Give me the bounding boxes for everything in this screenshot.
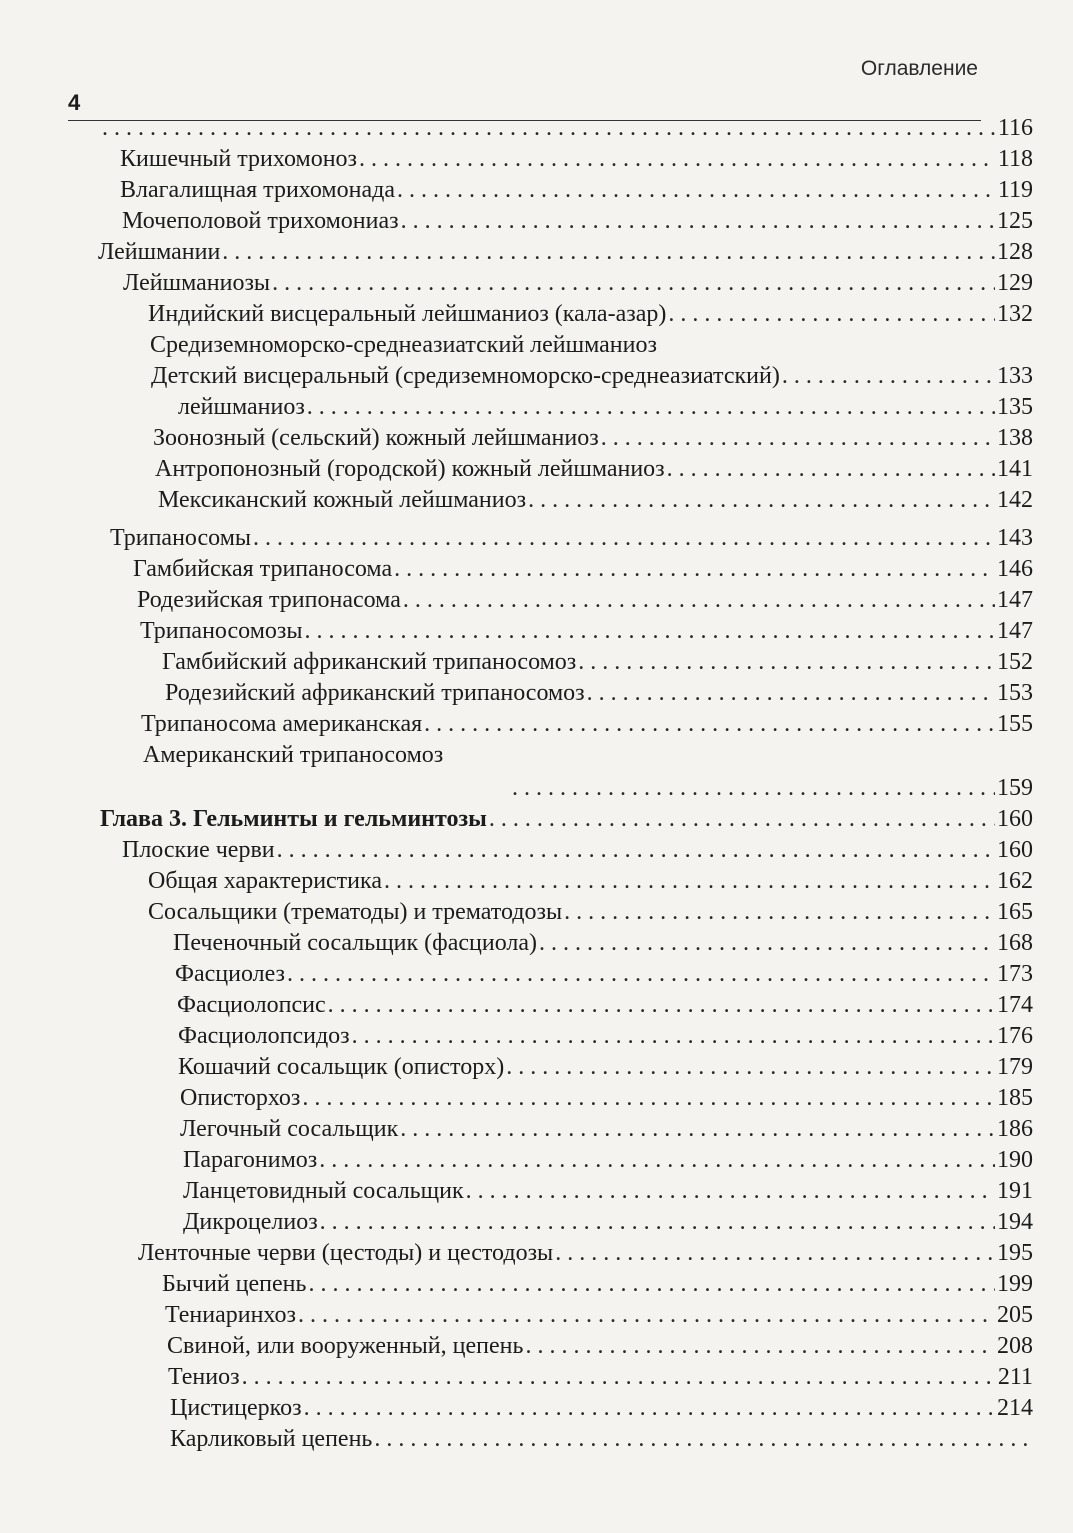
toc-entry-page: 153 (997, 680, 1033, 706)
toc-entry-label: Гамбийский африканский трипаносомоз (162, 649, 577, 675)
toc-entry-page: 143 (997, 525, 1033, 551)
toc-leader-dots (587, 678, 995, 709)
toc-leader-dots (352, 1021, 995, 1052)
toc-entry-page: 133 (997, 363, 1033, 389)
toc-entry-page: 159 (997, 775, 1033, 801)
toc-entry-page: 155 (997, 711, 1033, 737)
toc-entry-page: 205 (997, 1302, 1033, 1328)
toc-entry-label: Описторхоз (180, 1085, 301, 1111)
toc-entry (178, 1052, 1033, 1083)
toc-entry (178, 392, 1033, 423)
toc-leader-dots (782, 361, 995, 392)
toc-entry (180, 1083, 1033, 1114)
toc-entry-label: Фасциолез (175, 961, 286, 987)
toc-leader-dots (506, 1052, 995, 1083)
toc-entry-page: 138 (997, 425, 1033, 451)
toc-leader-dots (401, 206, 995, 237)
toc-entry-label: Легочный сосальщик (180, 1116, 399, 1142)
toc-leader-dots (222, 237, 995, 268)
toc-entry-page: 147 (997, 618, 1033, 644)
toc-entry (178, 1021, 1033, 1052)
toc-entry (100, 804, 1033, 835)
toc-entry (158, 485, 1033, 516)
toc-leader-dots (397, 175, 996, 206)
toc-entry (170, 1424, 1033, 1455)
toc-entry-page: 152 (997, 649, 1033, 675)
toc-leader-dots (512, 773, 995, 804)
toc-leader-dots (564, 897, 995, 928)
toc-entry (100, 113, 1033, 144)
toc-leader-dots (578, 647, 995, 678)
toc-entry (510, 773, 1033, 804)
toc-leader-dots (394, 554, 995, 585)
toc-leader-dots (307, 392, 995, 423)
toc-entry-label: Дикроцелиоз (183, 1209, 318, 1235)
toc-entry-label: Плоские черви (122, 837, 275, 863)
toc-leader-dots (403, 585, 995, 616)
toc-entry-page: 173 (997, 961, 1033, 987)
toc-entry-label: Антропонозный (городской) кожный лейшманиоз (155, 456, 665, 482)
toc-entry-page: 190 (997, 1147, 1033, 1173)
header-title: Оглавление (860, 57, 978, 80)
toc-entry-label: Гамбийская трипаносома (133, 556, 393, 582)
toc-leader-dots (384, 866, 995, 897)
toc-entry-page: 135 (997, 394, 1033, 420)
toc-entry-label: Кишечный трихомоноз (120, 146, 358, 172)
toc-entry-page: 160 (997, 806, 1033, 832)
toc-entry-page: 116 (997, 115, 1033, 141)
toc-entry (137, 585, 1033, 616)
toc-entry-label: Общая характеристика (148, 868, 382, 894)
toc-entry-label: Бычий цепень (162, 1271, 307, 1297)
toc-entry (120, 175, 1033, 206)
toc-entry-label: Сосальщики (трематоды) и трематодозы (148, 899, 563, 925)
toc-leader-dots (328, 990, 995, 1021)
toc-entry-label: Американский трипаносомоз (143, 742, 444, 768)
toc-entry-page: 162 (997, 868, 1033, 894)
toc-leader-dots (539, 928, 995, 959)
toc-entry (183, 1207, 1033, 1238)
toc-entry (183, 1145, 1033, 1176)
toc-entry-page: 160 (997, 837, 1033, 863)
toc-entry (162, 1269, 1033, 1300)
toc-entry-page: 129 (997, 270, 1033, 296)
toc-entry (168, 1362, 1033, 1393)
toc-entry-label: Мочеполовой трихомониаз (122, 208, 399, 234)
toc-entry-label: Средиземноморско-среднеазиатский лейшманиоз (150, 332, 657, 358)
toc-entry (148, 299, 1033, 330)
toc-entry-page: 174 (997, 992, 1033, 1018)
toc-entry-label: Трипаносома американская (141, 711, 423, 737)
toc-entry-page: 214 (997, 1395, 1033, 1421)
toc-entry-page: 211 (997, 1364, 1033, 1390)
toc-entry-label: Глава 3. Гельминты и гельминтозы (100, 806, 487, 832)
toc-entry-page: 125 (997, 208, 1033, 234)
toc-leader-dots (668, 299, 995, 330)
toc-leader-dots (253, 523, 995, 554)
toc-leader-dots (466, 1176, 995, 1207)
toc-entry-page: 199 (997, 1271, 1033, 1297)
toc-leader-dots (667, 454, 995, 485)
toc-leader-dots (525, 1331, 995, 1362)
toc-entry-page: 128 (997, 239, 1033, 265)
toc-entry-page: 147 (997, 587, 1033, 613)
toc-leader-dots (555, 1238, 995, 1269)
toc-entry-label: Фасциолопсис (177, 992, 326, 1018)
toc-entry-label: Фасциолопсидоз (178, 1023, 350, 1049)
toc-entry-label: Тениаринхоз (165, 1302, 296, 1328)
toc-entry (162, 647, 1033, 678)
toc-entry-label: Родезийский африканский трипаносомоз (165, 680, 585, 706)
toc-entry-label: Карликовый цепень (170, 1426, 373, 1452)
toc-entry-label: Зоонозный (сельский) кожный лейшманиоз (153, 425, 599, 451)
toc-entry (140, 616, 1033, 647)
toc-entry-label: Тениоз (168, 1364, 240, 1390)
toc-entry (138, 1238, 1033, 1269)
toc-leader-dots (298, 1300, 995, 1331)
toc-entry-label: Родезийская трипонасома (137, 587, 401, 613)
toc-leader-dots (359, 144, 996, 175)
toc-entry (148, 897, 1033, 928)
toc-entry-label: Трипаносомозы (140, 618, 303, 644)
toc-leader-dots (304, 1393, 995, 1424)
toc-leader-dots (302, 1083, 995, 1114)
toc-entry-page: 118 (997, 146, 1033, 172)
toc-entry-label: Ланцетовидный сосальщик (183, 1178, 464, 1204)
page-number: 4 (68, 90, 81, 115)
toc-entry-page: 179 (997, 1054, 1033, 1080)
toc-entry (133, 554, 1033, 585)
toc-leader-dots (319, 1145, 995, 1176)
toc-entry (150, 330, 1033, 361)
toc-leader-dots (320, 1207, 995, 1238)
toc-entry-label: Детский висцеральный (средиземноморско-среднеазиатский) (151, 363, 780, 389)
toc-entry (123, 268, 1033, 299)
toc-entry (183, 1176, 1033, 1207)
toc-entry (153, 423, 1033, 454)
toc-entry-label: Цистицеркоз (170, 1395, 302, 1421)
toc-entry-page: 119 (997, 177, 1033, 203)
toc-leader-dots (601, 423, 995, 454)
toc-entry-page: 191 (997, 1178, 1033, 1204)
toc-entry-label: лейшманиоз (178, 394, 305, 420)
toc-entry-label: Мексиканский кожный лейшманиоз (158, 487, 527, 513)
toc-leader-dots (102, 113, 996, 144)
toc-entry (180, 1114, 1033, 1145)
toc-entry-label: Лейшмании (98, 239, 221, 265)
toc-leader-dots (489, 804, 995, 835)
toc-entry-label: Парагонимоз (183, 1147, 318, 1173)
toc-leader-dots (400, 1114, 995, 1145)
toc-entry-label: Трипаносомы (110, 525, 252, 551)
toc-entry-page: 208 (997, 1333, 1033, 1359)
toc-entry (120, 144, 1033, 175)
toc-entry (165, 1300, 1033, 1331)
toc-entry-page: 142 (997, 487, 1033, 513)
toc-entry (170, 1393, 1033, 1424)
toc-entry (155, 454, 1033, 485)
toc-entry-label: Лейшманиозы (123, 270, 271, 296)
toc-entry-page: 185 (997, 1085, 1033, 1111)
toc-entry-label: Ленточные черви (цестоды) и цестодозы (138, 1240, 554, 1266)
toc-entry (165, 678, 1033, 709)
toc-entry-page: 141 (997, 456, 1033, 482)
toc-entry-page: 195 (997, 1240, 1033, 1266)
toc-entry (173, 928, 1033, 959)
toc-entry (110, 523, 1033, 554)
toc-leader-dots (287, 959, 995, 990)
toc-entry (151, 361, 1033, 392)
toc-leader-dots (277, 835, 995, 866)
toc-entry-label: Печеночный сосальщик (фасциола) (173, 930, 538, 956)
toc-leader-dots (272, 268, 995, 299)
toc-entry (175, 959, 1033, 990)
toc-entry-label: Свиной, или вооруженный, цепень (167, 1333, 524, 1359)
toc-entry (177, 990, 1033, 1021)
toc-entry-label: Влагалищная трихомонада (120, 177, 395, 203)
toc-entry-page: 146 (997, 556, 1033, 582)
toc-entry-page: 165 (997, 899, 1033, 925)
toc-entry-page: 176 (997, 1023, 1033, 1049)
toc-entry-page: 168 (997, 930, 1033, 956)
toc-entry-page: 194 (997, 1209, 1033, 1235)
toc-entry (122, 206, 1033, 237)
toc-entry-label: Индийский висцеральный лейшманиоз (кала-азар) (148, 301, 667, 327)
toc-leader-dots (374, 1424, 1031, 1455)
toc-leader-dots (308, 1269, 995, 1300)
toc-entry (143, 740, 1033, 771)
toc-entry (148, 866, 1033, 897)
toc-entry (122, 835, 1033, 866)
toc-leader-dots (305, 616, 995, 647)
toc-entry-label: Кошачий сосальщик (описторх) (178, 1054, 505, 1080)
toc-entry-page: 186 (997, 1116, 1033, 1142)
toc-leader-dots (242, 1362, 996, 1393)
toc-leader-dots (528, 485, 995, 516)
toc-leader-dots (424, 709, 995, 740)
toc-entry (167, 1331, 1033, 1362)
toc-entry (98, 237, 1033, 268)
toc-entry-page: 132 (997, 301, 1033, 327)
toc-entry (141, 709, 1033, 740)
